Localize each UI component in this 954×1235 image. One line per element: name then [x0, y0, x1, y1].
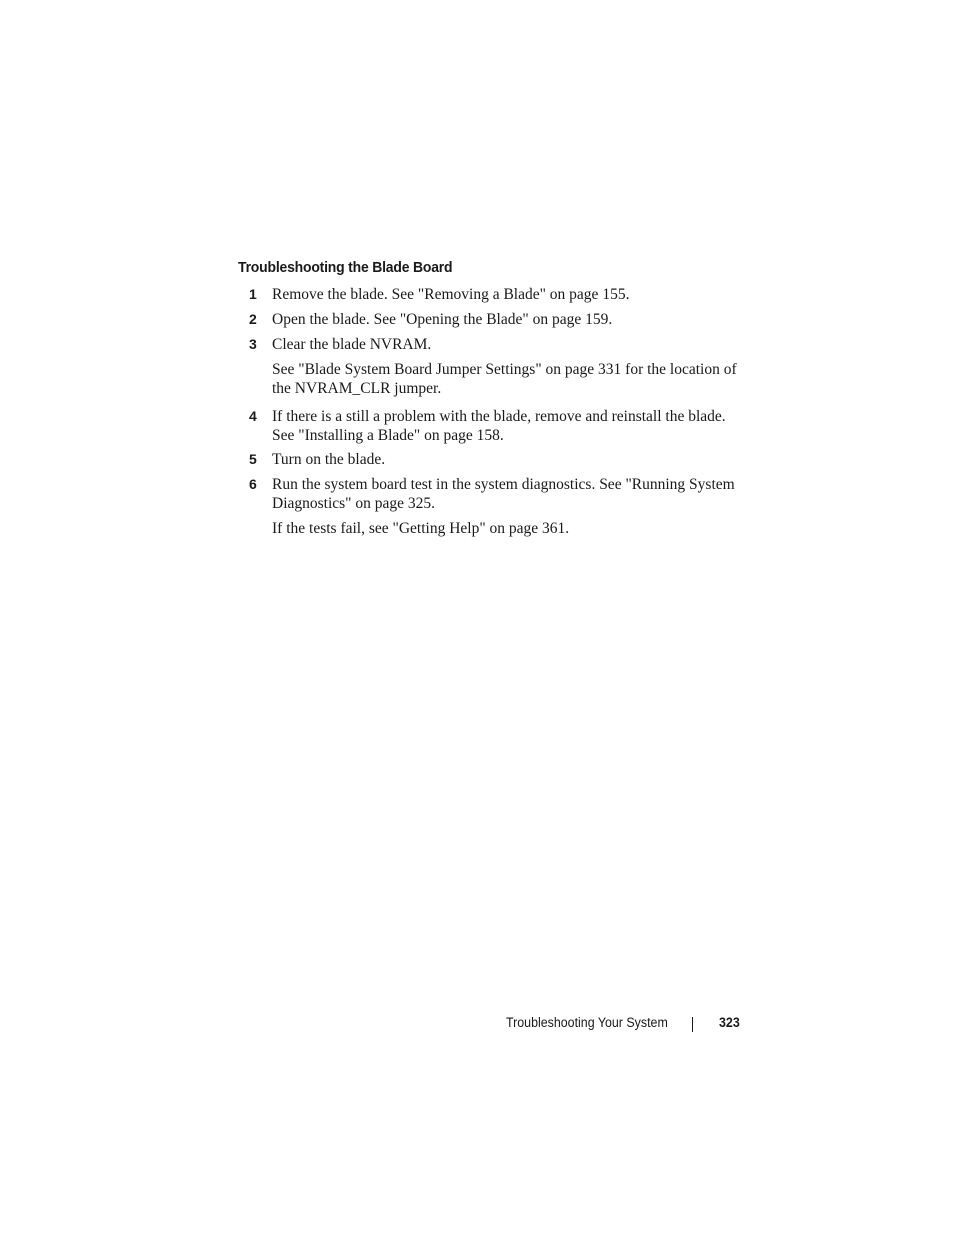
- step-text-1: Remove the blade. See "Removing a Blade" on page 155.: [272, 286, 630, 303]
- step-number-3: 3: [249, 336, 257, 352]
- step-number-4: 4: [249, 408, 257, 424]
- step-number-5: 5: [249, 451, 257, 467]
- section-heading: Troubleshooting the Blade Board: [238, 259, 453, 276]
- step-text-6: Run the system board test in the system diagnostics. See "Running System Diagnostics" on page 325.: [272, 476, 735, 512]
- step-note-3: See "Blade System Board Jumper Settings" on page 331 for the location of the NVRAM_CLR jumper.: [272, 361, 737, 397]
- step-text-2: Open the blade. See "Opening the Blade" on page 159.: [272, 311, 613, 328]
- footer-divider: [692, 1017, 693, 1032]
- step-number-2: 2: [249, 311, 257, 327]
- step-text-5: Turn on the blade.: [272, 451, 386, 468]
- step-text-3: Clear the blade NVRAM.: [272, 336, 432, 353]
- step-note-6: If the tests fail, see "Getting Help" on page 361.: [272, 520, 570, 537]
- step-number-6: 6: [249, 476, 257, 492]
- footer-chapter-title: Troubleshooting Your System: [506, 1015, 668, 1030]
- step-number-1: 1: [249, 286, 257, 302]
- page-number: 323: [719, 1015, 740, 1030]
- step-text-4: If there is a still a problem with the blade, remove and reinstall the blade. See "Installing a Blade" on page 158.: [272, 408, 726, 444]
